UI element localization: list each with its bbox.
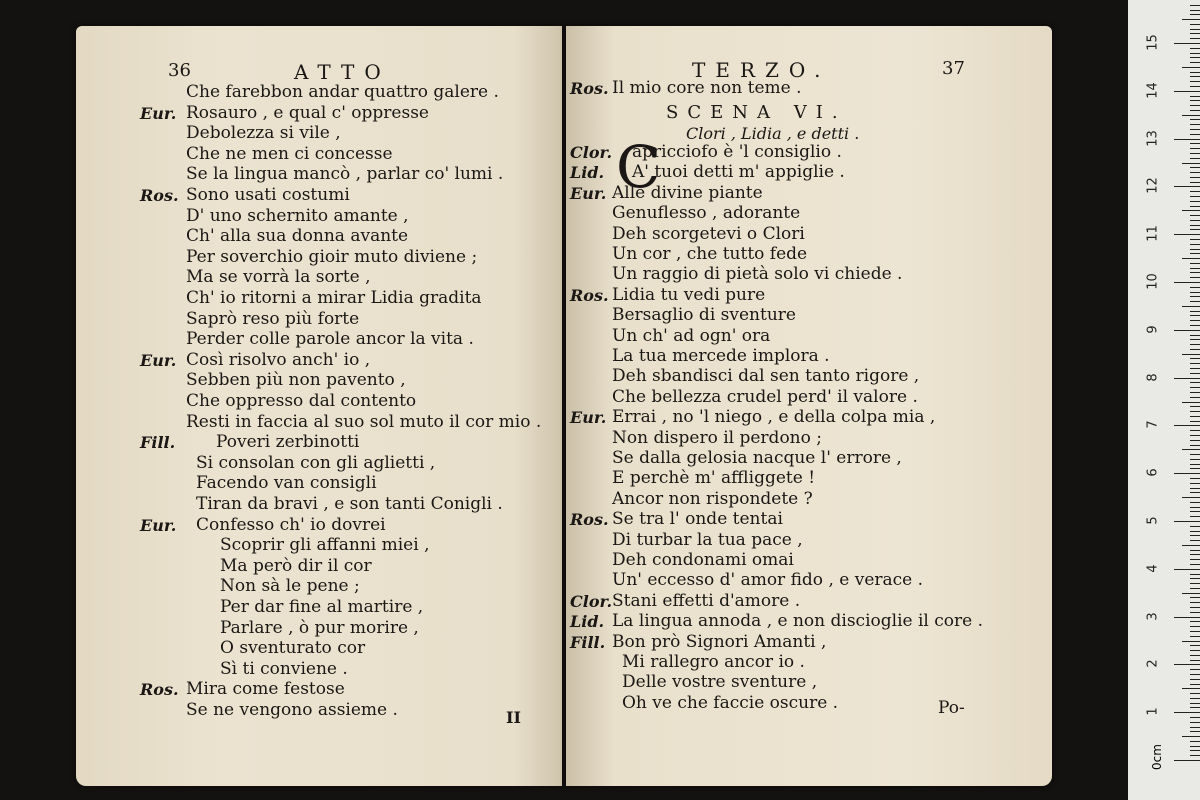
- ruler-tick: [1190, 540, 1200, 541]
- ruler-tick: [1190, 750, 1200, 751]
- ruler-tick: [1182, 163, 1200, 164]
- ruler-tick: [1182, 306, 1200, 307]
- ruler-tick: [1182, 67, 1200, 68]
- verse-line: Che ne men ci concesse: [186, 143, 393, 164]
- drop-cap: C: [616, 133, 661, 201]
- ruler-tick: [1182, 115, 1200, 116]
- ruler-tick: [1190, 62, 1200, 63]
- verse-line: Sebben più non pavento ,: [186, 370, 406, 391]
- ruler-unit-label: 0cm: [1149, 744, 1164, 770]
- ruler-tick: [1174, 712, 1200, 713]
- ruler-tick: [1190, 263, 1200, 264]
- ruler-tick: [1190, 435, 1200, 436]
- running-head: ATTO: [294, 60, 391, 84]
- ruler-tick: [1190, 746, 1200, 747]
- verse-line: Che farebbon andar quattro galere .: [186, 82, 499, 102]
- ruler-tick: [1174, 617, 1200, 618]
- verse-line: Oh ve che faccie oscure .: [622, 692, 839, 713]
- ruler-tick: [1190, 196, 1200, 197]
- verse-line: Ch' alla sua donna avante: [186, 226, 409, 247]
- ruler-tick: [1190, 406, 1200, 407]
- ruler-tick: [1190, 229, 1200, 230]
- ruler-tick: [1190, 564, 1200, 565]
- verse-line: Deh sbandisci dal sen tanto rigore ,: [612, 366, 920, 387]
- speaker-label: Clor.: [570, 591, 613, 611]
- ruler-tick: [1190, 382, 1200, 383]
- ruler-tick: [1182, 688, 1200, 689]
- scene-characters: Clori , Lidia , e detti .: [686, 124, 860, 143]
- ruler-tick: [1190, 253, 1200, 254]
- verse-line: Ma però dir il cor: [220, 555, 372, 576]
- ruler-tick: [1190, 722, 1200, 723]
- ruler-tick: [1174, 569, 1200, 570]
- ruler-tick: [1182, 19, 1200, 20]
- ruler-number: 9: [1145, 325, 1161, 334]
- ruler-tick: [1190, 464, 1200, 465]
- ruler-tick: [1190, 10, 1200, 11]
- ruler-tick: [1190, 468, 1200, 469]
- ruler-tick: [1190, 660, 1200, 661]
- ruler-tick: [1182, 258, 1200, 259]
- right-page: [566, 26, 1052, 786]
- verse-line: Se tra l' onde tentai: [612, 509, 783, 530]
- verse-line: Resti in faccia al suo sol muto il cor mio .: [186, 411, 542, 432]
- ruler-tick: [1190, 24, 1200, 25]
- ruler-tick: [1190, 511, 1200, 512]
- ruler-tick: [1190, 588, 1200, 589]
- verse-line: Bersaglio di sventure: [612, 305, 796, 326]
- ruler-tick: [1190, 535, 1200, 536]
- ruler-tick: [1190, 574, 1200, 575]
- verse-line: Poveri zerbinotti: [216, 432, 360, 453]
- ruler-tick: [1190, 272, 1200, 273]
- speaker-label: Ros.: [140, 186, 179, 205]
- verse-line: A' tuoi detti m' appiglie .: [632, 162, 845, 183]
- ruler-tick: [1190, 191, 1200, 192]
- ruler-tick: [1190, 33, 1200, 34]
- ruler-number: 7: [1145, 420, 1161, 430]
- verse-line: Mira come festose: [186, 679, 345, 700]
- speaker-label: Clor.: [570, 143, 613, 162]
- ruler-tick: [1182, 641, 1200, 642]
- ruler-tick: [1190, 430, 1200, 431]
- ruler-tick: [1190, 53, 1200, 54]
- ruler-tick: [1190, 488, 1200, 489]
- verse-line: Che bellezza crudel perd' il valore .: [612, 386, 918, 407]
- ruler-tick: [1190, 492, 1200, 493]
- ruler-number: 8: [1145, 372, 1161, 382]
- ruler-tick: [1190, 550, 1200, 551]
- verse-line: O sventurato cor: [220, 638, 366, 659]
- ruler-tick: [1190, 153, 1200, 154]
- ruler-tick: [1190, 96, 1200, 97]
- ruler-tick: [1182, 593, 1200, 594]
- ruler-tick: [1190, 311, 1200, 312]
- ruler-tick: [1190, 392, 1200, 393]
- ruler-tick: [1174, 760, 1200, 761]
- ruler-tick: [1190, 220, 1200, 221]
- ruler-tick: [1190, 158, 1200, 159]
- ruler-tick: [1190, 287, 1200, 288]
- ruler-tick: [1190, 621, 1200, 622]
- ruler-number: 12: [1145, 177, 1161, 195]
- ruler-tick: [1190, 301, 1200, 302]
- verse-line: La tua mercede implora .: [612, 346, 830, 366]
- verse-line: Perder colle parole ancor la vita .: [186, 329, 474, 350]
- ruler-tick: [1190, 703, 1200, 704]
- ruler-tick: [1190, 526, 1200, 527]
- verse-line: Ancor non rispondete ?: [612, 488, 813, 509]
- verse-line: Sì ti conviene .: [220, 658, 348, 679]
- ruler-number: 14: [1145, 82, 1161, 99]
- verse-line: Scoprir gli affanni miei ,: [220, 535, 430, 556]
- verse-line: Un ch' ad ogn' ora: [612, 325, 771, 346]
- ruler-tick: [1190, 679, 1200, 680]
- ruler-tick: [1190, 335, 1200, 336]
- ruler-tick: [1190, 516, 1200, 517]
- ruler-tick: [1190, 531, 1200, 532]
- ruler-tick: [1174, 43, 1200, 44]
- ruler-tick: [1190, 143, 1200, 144]
- speaker-label: Ros.: [570, 79, 609, 98]
- verse-line: Di turbar la tua pace ,: [612, 529, 803, 550]
- verse-line: Bon prò Signori Amanti ,: [612, 631, 827, 652]
- ruler-tick: [1190, 358, 1200, 359]
- verse-line: Ch' io ritorni a mirar Lidia gradita: [186, 288, 482, 308]
- ruler-tick: [1190, 325, 1200, 326]
- ruler-tick: [1190, 105, 1200, 106]
- verse-line: Se dalla gelosia nacque l' errore ,: [612, 448, 902, 468]
- ruler-tick: [1190, 483, 1200, 484]
- verse-line: Confesso ch' io dovrei: [196, 514, 386, 535]
- ruler-tick: [1174, 139, 1200, 140]
- ruler-tick: [1182, 736, 1200, 737]
- speaker-label: Eur.: [570, 183, 607, 203]
- verse-line: Che oppresso dal contento: [186, 391, 417, 411]
- ruler-tick: [1190, 215, 1200, 216]
- speaker-label: Lid.: [570, 612, 605, 632]
- ruler-tick: [1174, 186, 1200, 187]
- ruler-number: 13: [1145, 129, 1161, 147]
- ruler-tick: [1174, 378, 1200, 379]
- ruler-tick: [1190, 296, 1200, 297]
- running-head: TERZO.: [692, 58, 831, 82]
- ruler-tick: [1190, 655, 1200, 656]
- ruler-number: 10: [1145, 273, 1161, 290]
- ruler-tick: [1190, 631, 1200, 632]
- ruler-tick: [1190, 206, 1200, 207]
- ruler-tick: [1190, 693, 1200, 694]
- ruler-tick: [1174, 91, 1200, 92]
- ruler-tick: [1190, 478, 1200, 479]
- verse-line: Un cor , che tutto fede: [612, 244, 808, 264]
- ruler-tick: [1190, 373, 1200, 374]
- ruler-tick: [1190, 349, 1200, 350]
- ruler-tick: [1190, 421, 1200, 422]
- ruler-tick: [1190, 57, 1200, 58]
- ruler-tick: [1190, 201, 1200, 202]
- ruler-tick: [1190, 731, 1200, 732]
- ruler-tick: [1174, 330, 1200, 331]
- ruler-tick: [1190, 411, 1200, 412]
- ruler-tick: [1190, 578, 1200, 579]
- ruler-tick: [1190, 167, 1200, 168]
- verse-line: Deh scorgetevi o Clori: [612, 223, 805, 244]
- ruler-tick: [1190, 645, 1200, 646]
- catchword: Po-: [938, 698, 965, 718]
- speaker-label: Eur.: [140, 103, 177, 123]
- speaker-label: Lid.: [570, 163, 605, 183]
- verse-line: Stani effetti d'amore .: [612, 590, 801, 611]
- ruler-tick: [1190, 76, 1200, 77]
- verse-line: D' uno schernito amante ,: [186, 205, 409, 226]
- ruler-tick: [1182, 545, 1200, 546]
- ruler-tick: [1190, 650, 1200, 651]
- verse-line: Per soverchio gioir muto diviene ;: [186, 246, 478, 267]
- ruler-tick: [1190, 119, 1200, 120]
- speaker-label: Ros.: [570, 285, 609, 305]
- ruler-tick: [1190, 416, 1200, 417]
- verse-line: Così risolvo anch' io ,: [186, 349, 371, 370]
- verse-line: Sono usati costumi: [186, 185, 350, 205]
- ruler-tick: [1190, 72, 1200, 73]
- ruler-number: 15: [1145, 34, 1161, 51]
- scene-title: SCENA VI.: [666, 102, 847, 123]
- verse-line: Tiran da bravi , e son tanti Conigli .: [196, 494, 503, 514]
- verse-line: Debolezza si vile ,: [186, 123, 341, 144]
- verse-line: Se ne vengono assieme .: [186, 700, 398, 720]
- ruler-tick: [1182, 354, 1200, 355]
- ruler-tick: [1182, 449, 1200, 450]
- verse-line: Se la lingua mancò , parlar co' lumi .: [186, 164, 504, 185]
- ruler-tick: [1190, 387, 1200, 388]
- ruler-tick: [1190, 440, 1200, 441]
- ruler-tick: [1190, 669, 1200, 670]
- ruler-tick: [1190, 454, 1200, 455]
- ruler-tick: [1190, 559, 1200, 560]
- signature-mark: II: [506, 708, 521, 727]
- verse-line: Delle vostre sventure ,: [622, 672, 818, 693]
- ruler-tick: [1190, 249, 1200, 250]
- verse-line: Si consolan con gli aglietti ,: [196, 452, 436, 473]
- ruler-number: 1: [1145, 707, 1161, 716]
- ruler-number: 3: [1145, 611, 1161, 621]
- open-book: [76, 26, 1076, 786]
- ruler-tick: [1174, 473, 1200, 474]
- ruler-tick: [1190, 684, 1200, 685]
- ruler-tick: [1190, 597, 1200, 598]
- ruler-tick: [1190, 225, 1200, 226]
- ruler-tick: [1190, 100, 1200, 101]
- verse-line: Errai , no 'l niego , e della colpa mia ,: [612, 407, 936, 428]
- ruler-tick: [1190, 134, 1200, 135]
- ruler-tick: [1190, 368, 1200, 369]
- ruler-tick: [1174, 664, 1200, 665]
- ruler-tick: [1190, 707, 1200, 708]
- measuring-ruler: [1128, 0, 1200, 800]
- ruler-tick: [1190, 124, 1200, 125]
- ruler-tick: [1190, 502, 1200, 503]
- ruler-tick: [1190, 445, 1200, 446]
- ruler-tick: [1190, 320, 1200, 321]
- ruler-tick: [1190, 86, 1200, 87]
- ruler-tick: [1190, 239, 1200, 240]
- ruler-tick: [1190, 459, 1200, 460]
- verse-line: Ma se vorrà la sorte ,: [186, 267, 371, 288]
- verse-line: Genuflesso , adorante: [612, 203, 801, 224]
- ruler-tick: [1190, 29, 1200, 30]
- ruler-tick: [1190, 554, 1200, 555]
- verse-line: Un raggio di pietà solo vi chiede .: [612, 264, 903, 285]
- ruler-tick: [1190, 244, 1200, 245]
- ruler-tick: [1190, 5, 1200, 6]
- speaker-label: Eur.: [140, 515, 177, 535]
- ruler-tick: [1190, 612, 1200, 613]
- ruler-tick: [1190, 363, 1200, 364]
- speaker-label: Eur.: [570, 408, 607, 428]
- ruler-tick: [1182, 497, 1200, 498]
- ruler-tick: [1190, 717, 1200, 718]
- verse-line: Il mio core non teme .: [612, 78, 802, 98]
- ruler-tick: [1190, 38, 1200, 39]
- speaker-label: Eur.: [140, 350, 177, 370]
- ruler-tick: [1190, 129, 1200, 130]
- verse-line: Un' eccesso d' amor fido , e verace .: [612, 570, 924, 591]
- verse-line: Saprò reso più forte: [186, 308, 360, 329]
- ruler-tick: [1190, 277, 1200, 278]
- verse-line: La lingua annoda , e non discioglie il core .: [612, 611, 984, 632]
- ruler-number: 2: [1145, 659, 1161, 669]
- ruler-tick: [1190, 741, 1200, 742]
- page-number: 36: [168, 60, 191, 81]
- verse-line: E perchè m' affliggete !: [612, 468, 816, 489]
- speaker-label: Fill.: [140, 433, 176, 453]
- ruler-tick: [1174, 282, 1200, 283]
- ruler-tick: [1174, 425, 1200, 426]
- ruler-tick: [1190, 292, 1200, 293]
- ruler-tick: [1190, 507, 1200, 508]
- ruler-number: 6: [1145, 468, 1161, 477]
- ruler-tick: [1190, 602, 1200, 603]
- ruler-tick: [1190, 636, 1200, 637]
- verse-line: Lidia tu vedi pure: [612, 284, 766, 305]
- verse-line: Rosauro , e qual c' oppresse: [186, 102, 429, 123]
- ruler-number: 4: [1145, 564, 1161, 573]
- ruler-tick: [1190, 626, 1200, 627]
- ruler-tick: [1182, 402, 1200, 403]
- verse-line: Mi rallegro ancor io .: [622, 652, 805, 672]
- ruler-tick: [1190, 110, 1200, 111]
- verse-line: Alle divine piante: [612, 182, 763, 203]
- ruler-number: 5: [1145, 516, 1161, 525]
- ruler-tick: [1190, 172, 1200, 173]
- speaker-label: Ros.: [140, 680, 179, 700]
- verse-line: Non sà le pene ;: [220, 576, 360, 597]
- ruler-tick: [1190, 698, 1200, 699]
- speaker-label: Fill.: [570, 632, 606, 652]
- ruler-tick: [1190, 81, 1200, 82]
- ruler-tick: [1190, 148, 1200, 149]
- ruler-tick: [1190, 755, 1200, 756]
- verse-line: Per dar fine al martire ,: [220, 597, 424, 617]
- ruler-tick: [1190, 182, 1200, 183]
- ruler-tick: [1190, 177, 1200, 178]
- verse-line: Parlare , ò pur morire ,: [220, 617, 419, 638]
- ruler-tick: [1190, 397, 1200, 398]
- page-number: 37: [942, 58, 965, 79]
- left-page: [76, 26, 562, 786]
- ruler-tick: [1190, 315, 1200, 316]
- ruler-tick: [1190, 344, 1200, 345]
- ruler-tick: [1174, 234, 1200, 235]
- ruler-tick: [1190, 727, 1200, 728]
- ruler-tick: [1190, 674, 1200, 675]
- verse-line: Deh condonami omai: [612, 550, 794, 570]
- ruler-tick: [1190, 14, 1200, 15]
- ruler-tick: [1190, 48, 1200, 49]
- verse-line: apricciofo è 'l consiglio .: [632, 142, 842, 162]
- verse-line: Facendo van consigli: [196, 473, 377, 494]
- speaker-label: Ros.: [570, 510, 609, 530]
- ruler-tick: [1190, 583, 1200, 584]
- verse-line: Non dispero il perdono ;: [612, 427, 822, 448]
- ruler-tick: [1174, 521, 1200, 522]
- ruler-tick: [1182, 210, 1200, 211]
- ruler-number: 11: [1145, 225, 1161, 242]
- ruler-tick: [1190, 339, 1200, 340]
- ruler-tick: [1190, 607, 1200, 608]
- ruler-tick: [1190, 268, 1200, 269]
